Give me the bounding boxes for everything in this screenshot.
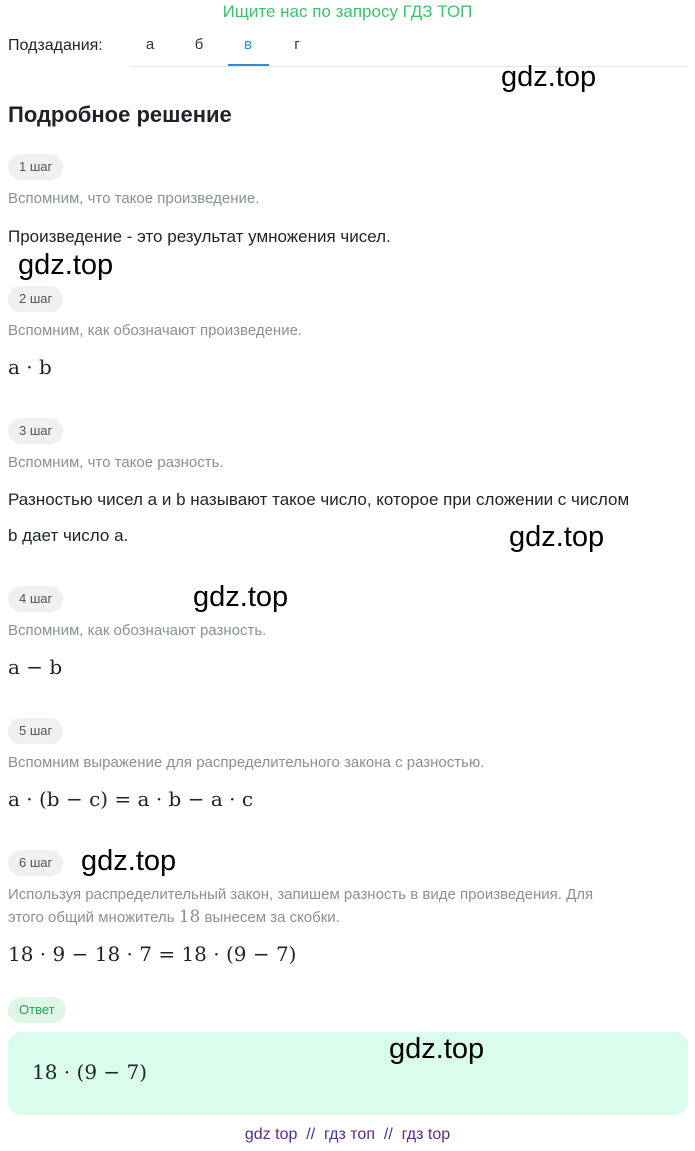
subtask-tabs [130, 26, 687, 67]
watermark: gdz.top [81, 845, 177, 877]
step-3-text-line-2: b дает число a. [8, 526, 129, 545]
step-1-badge: 1 шаг [8, 154, 63, 180]
answer-badge: Ответ [8, 997, 66, 1023]
search-promo-banner: Ищите нас по запросу ГДЗ ТОП [222, 2, 473, 21]
step-2-note: Вспомним, как обозначают произведение. [8, 322, 303, 339]
step-6-formula: 18 · 9 − 18 · 7 = 18 · (9 − 7) [8, 942, 297, 966]
step-6-note-line-1: Используя распределительный закон, запишем разность в виде произведения. Для [8, 886, 594, 903]
watermark: gdz.top [509, 521, 605, 553]
step-5-formula: a · (b − c) = a · b − a · c [8, 787, 254, 811]
step-6-note-number: 18 [178, 907, 201, 927]
step-2-badge: 2 шаг [8, 286, 63, 312]
step-3-badge: 3 шаг [8, 418, 63, 444]
tab-b[interactable]: б [194, 36, 204, 53]
step-4-formula: a − b [8, 655, 63, 679]
step-1-text: Произведение - это результат умножения чисел. [8, 227, 391, 246]
step-2-formula: a · b [8, 355, 52, 379]
step-6-note-line-2 [8, 906, 688, 929]
active-tab-indicator [228, 64, 269, 66]
answer-formula: 18 · (9 − 7) [32, 1060, 148, 1084]
watermark: gdz.top [389, 1033, 485, 1065]
watermark: gdz.top [18, 249, 114, 281]
tab-a[interactable]: а [145, 36, 155, 53]
tab-v[interactable]: в [244, 36, 252, 53]
step-6-note-part-a: этого общий множитель [8, 909, 179, 926]
step-3-note: Вспомним, что такое разность. [8, 454, 224, 471]
watermark: gdz.top [501, 61, 597, 93]
footer-links[interactable]: gdz top // гдз топ // гдз top [244, 1126, 451, 1143]
step-5-note: Вспомним выражение для распределительного закона с разностью. [8, 754, 485, 771]
step-6-badge: 6 шаг [8, 850, 63, 876]
step-5-badge: 5 шаг [8, 718, 63, 744]
step-4-note: Вспомним, как обозначают разность. [8, 622, 267, 639]
tab-g[interactable]: г [294, 36, 300, 53]
page-title: Подробное решение [8, 102, 232, 127]
subtasks-label: Подзадания: [8, 37, 103, 54]
watermark: gdz.top [193, 581, 289, 613]
step-6-note-part-b: вынесем за скобки. [200, 909, 340, 926]
step-1-note: Вспомним, что такое произведение. [8, 190, 260, 207]
step-3-text-line-1: Разностью чисел a и b называют такое число, которое при сложении с числом [8, 490, 630, 509]
step-4-badge: 4 шаг [8, 586, 63, 612]
